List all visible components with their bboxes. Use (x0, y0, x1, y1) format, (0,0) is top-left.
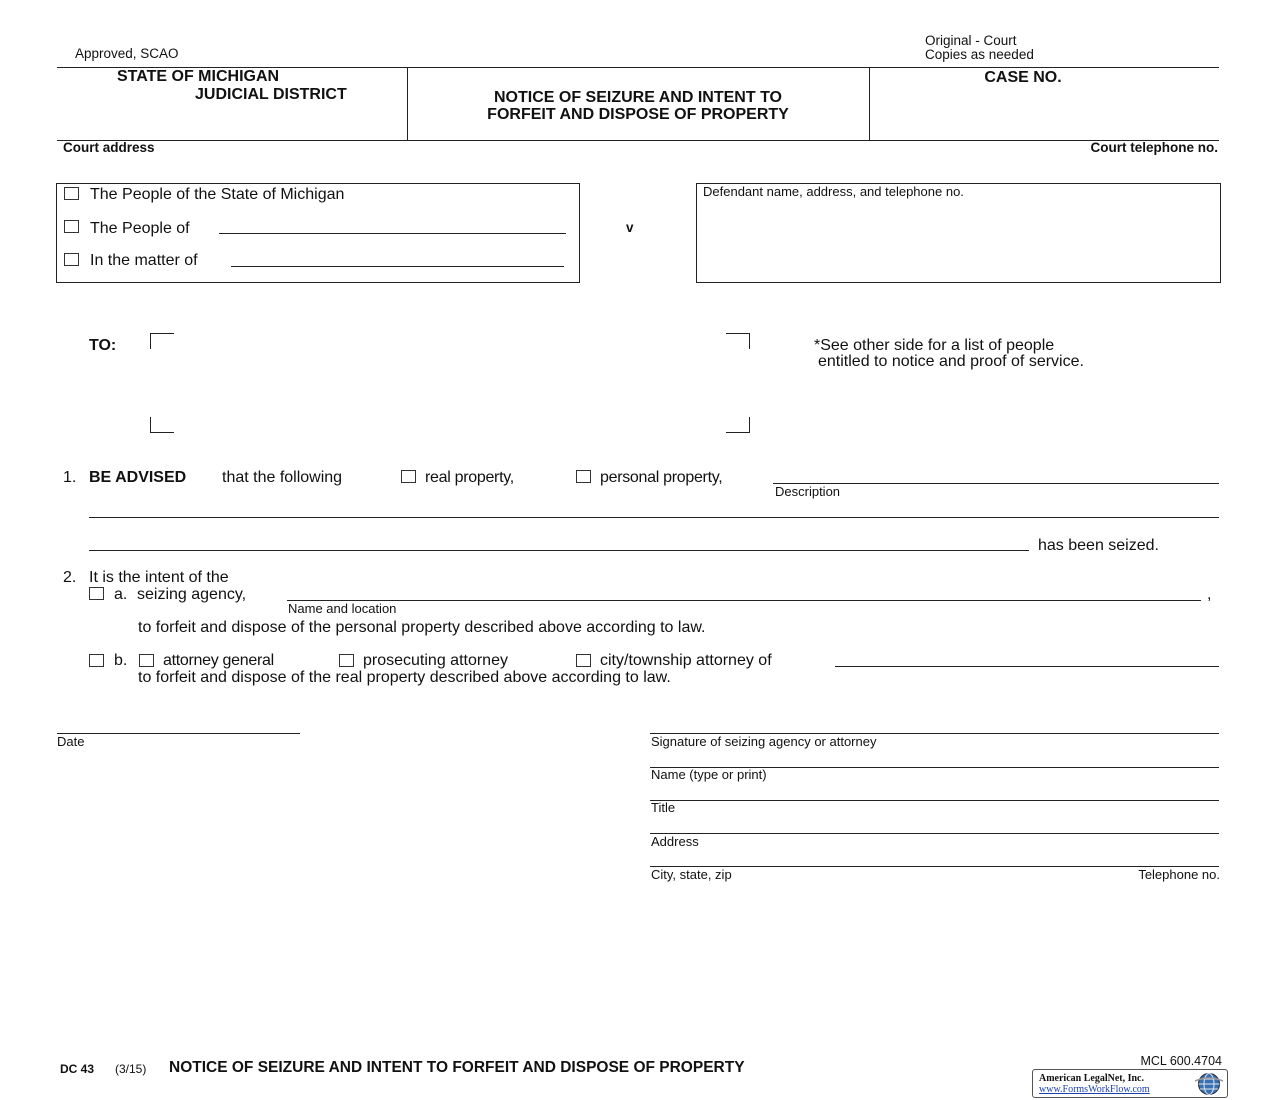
name-location-label: Name and location (288, 601, 397, 616)
distribution-copies: Copies as needed (925, 47, 1034, 62)
case-no-field[interactable] (880, 92, 1210, 136)
option-a-text: to forfeit and dispose of the personal property described above according to law. (138, 619, 706, 636)
city-township-label: city/township attorney of (600, 652, 772, 669)
title-line[interactable] (650, 800, 1219, 801)
name-location-line[interactable] (287, 600, 1201, 601)
form-number: DC 43 (60, 1062, 95, 1076)
case-no-label: CASE NO. (984, 69, 1062, 86)
court-telephone-label: Court telephone no. (1090, 140, 1218, 155)
checkbox-people-of[interactable] (64, 220, 79, 233)
address-corner-bottom-right (726, 417, 750, 433)
date-label: Date (57, 734, 85, 749)
description-line-2[interactable] (89, 517, 1219, 518)
form-title-line1: NOTICE OF SEIZURE AND INTENT TO (493, 89, 782, 106)
intent-text: It is the intent of the (89, 569, 229, 586)
option-b-label: b. (114, 652, 128, 669)
vendor-link[interactable]: www.FormsWorkFlow.com (1039, 1084, 1150, 1095)
address-corner-top-left (150, 333, 174, 349)
service-note-line2: entitled to notice and proof of service. (818, 353, 1084, 370)
address-corner-top-right (726, 333, 750, 349)
checkbox-personal-property[interactable] (576, 470, 591, 483)
that-following-text: that the following (222, 469, 343, 486)
distribution-original: Original - Court (925, 33, 1017, 48)
real-property-label: real property, (425, 469, 514, 486)
option-people-of-michigan: The People of the State of Michigan (90, 186, 345, 203)
approved-text: Approved, SCAO (75, 46, 179, 61)
checkbox-people-of-michigan[interactable] (64, 187, 79, 200)
description-label: Description (775, 484, 841, 499)
versus-label: v (626, 220, 634, 235)
seized-text: has been seized. (1038, 537, 1159, 554)
description-line-3[interactable] (89, 550, 1029, 551)
statute-reference: MCL 600.4704 (1140, 1054, 1222, 1068)
telephone-label: Telephone no. (1138, 867, 1220, 882)
city-state-zip-line[interactable] (650, 866, 1219, 867)
checkbox-prosecuting-attorney[interactable] (339, 654, 354, 667)
name-location-comma: , (1207, 586, 1212, 603)
option-a-label: a. (114, 586, 128, 603)
city-state-zip-label: City, state, zip (651, 867, 732, 882)
checkbox-city-township[interactable] (576, 654, 591, 667)
date-line[interactable] (57, 733, 300, 734)
checkbox-seizing-agency[interactable] (89, 587, 104, 600)
form-title-line2: FORFEIT AND DISPOSE OF PROPERTY (487, 106, 789, 123)
to-label: TO: (89, 337, 117, 354)
district-label: JUDICIAL DISTRICT (195, 86, 347, 103)
address-label: Address (651, 834, 699, 849)
footer-form-title: NOTICE OF SEIZURE AND INTENT TO FORFEIT AND DISPOSE OF PROPERTY (169, 1059, 745, 1076)
people-of-line[interactable] (219, 233, 566, 234)
city-township-line[interactable] (835, 666, 1219, 667)
globe-icon (1193, 1072, 1225, 1096)
be-advised-label: BE ADVISED (89, 469, 187, 486)
seizing-agency-label: seizing agency, (137, 586, 247, 603)
service-note-line1: *See other side for a list of people (814, 337, 1055, 354)
vendor-name: American LegalNet, Inc. (1039, 1073, 1144, 1084)
checkbox-option-b[interactable] (89, 654, 104, 667)
checkbox-real-property[interactable] (401, 470, 416, 483)
option-people-of: The People of (90, 220, 190, 237)
defendant-label: Defendant name, address, and telephone no. (703, 184, 964, 199)
checkbox-in-the-matter-of[interactable] (64, 253, 79, 266)
address-line[interactable] (650, 833, 1219, 834)
vendor-badge[interactable] (1032, 1069, 1228, 1098)
to-address-field[interactable] (176, 345, 721, 425)
state-label: STATE OF MICHIGAN (117, 68, 280, 85)
header-bottom-rule (57, 140, 1219, 141)
option-in-the-matter-of: In the matter of (90, 252, 198, 269)
title-label: Title (651, 800, 676, 815)
item1-number: 1. (63, 469, 77, 486)
name-label: Name (type or print) (651, 767, 767, 782)
signature-label: Signature of seizing agency or attorney (651, 734, 877, 749)
checkbox-attorney-general[interactable] (139, 654, 154, 667)
court-address-label: Court address (63, 140, 155, 155)
prosecuting-attorney-label: prosecuting attorney (363, 652, 508, 669)
attorney-general-label: attorney general (163, 652, 274, 669)
personal-property-label: personal property, (600, 469, 723, 486)
option-b-text: to forfeit and dispose of the real property described above according to law. (138, 669, 671, 686)
item2-number: 2. (63, 569, 77, 586)
matter-of-line[interactable] (231, 266, 564, 267)
form-revision: (3/15) (115, 1062, 147, 1076)
address-corner-bottom-left (150, 417, 174, 433)
